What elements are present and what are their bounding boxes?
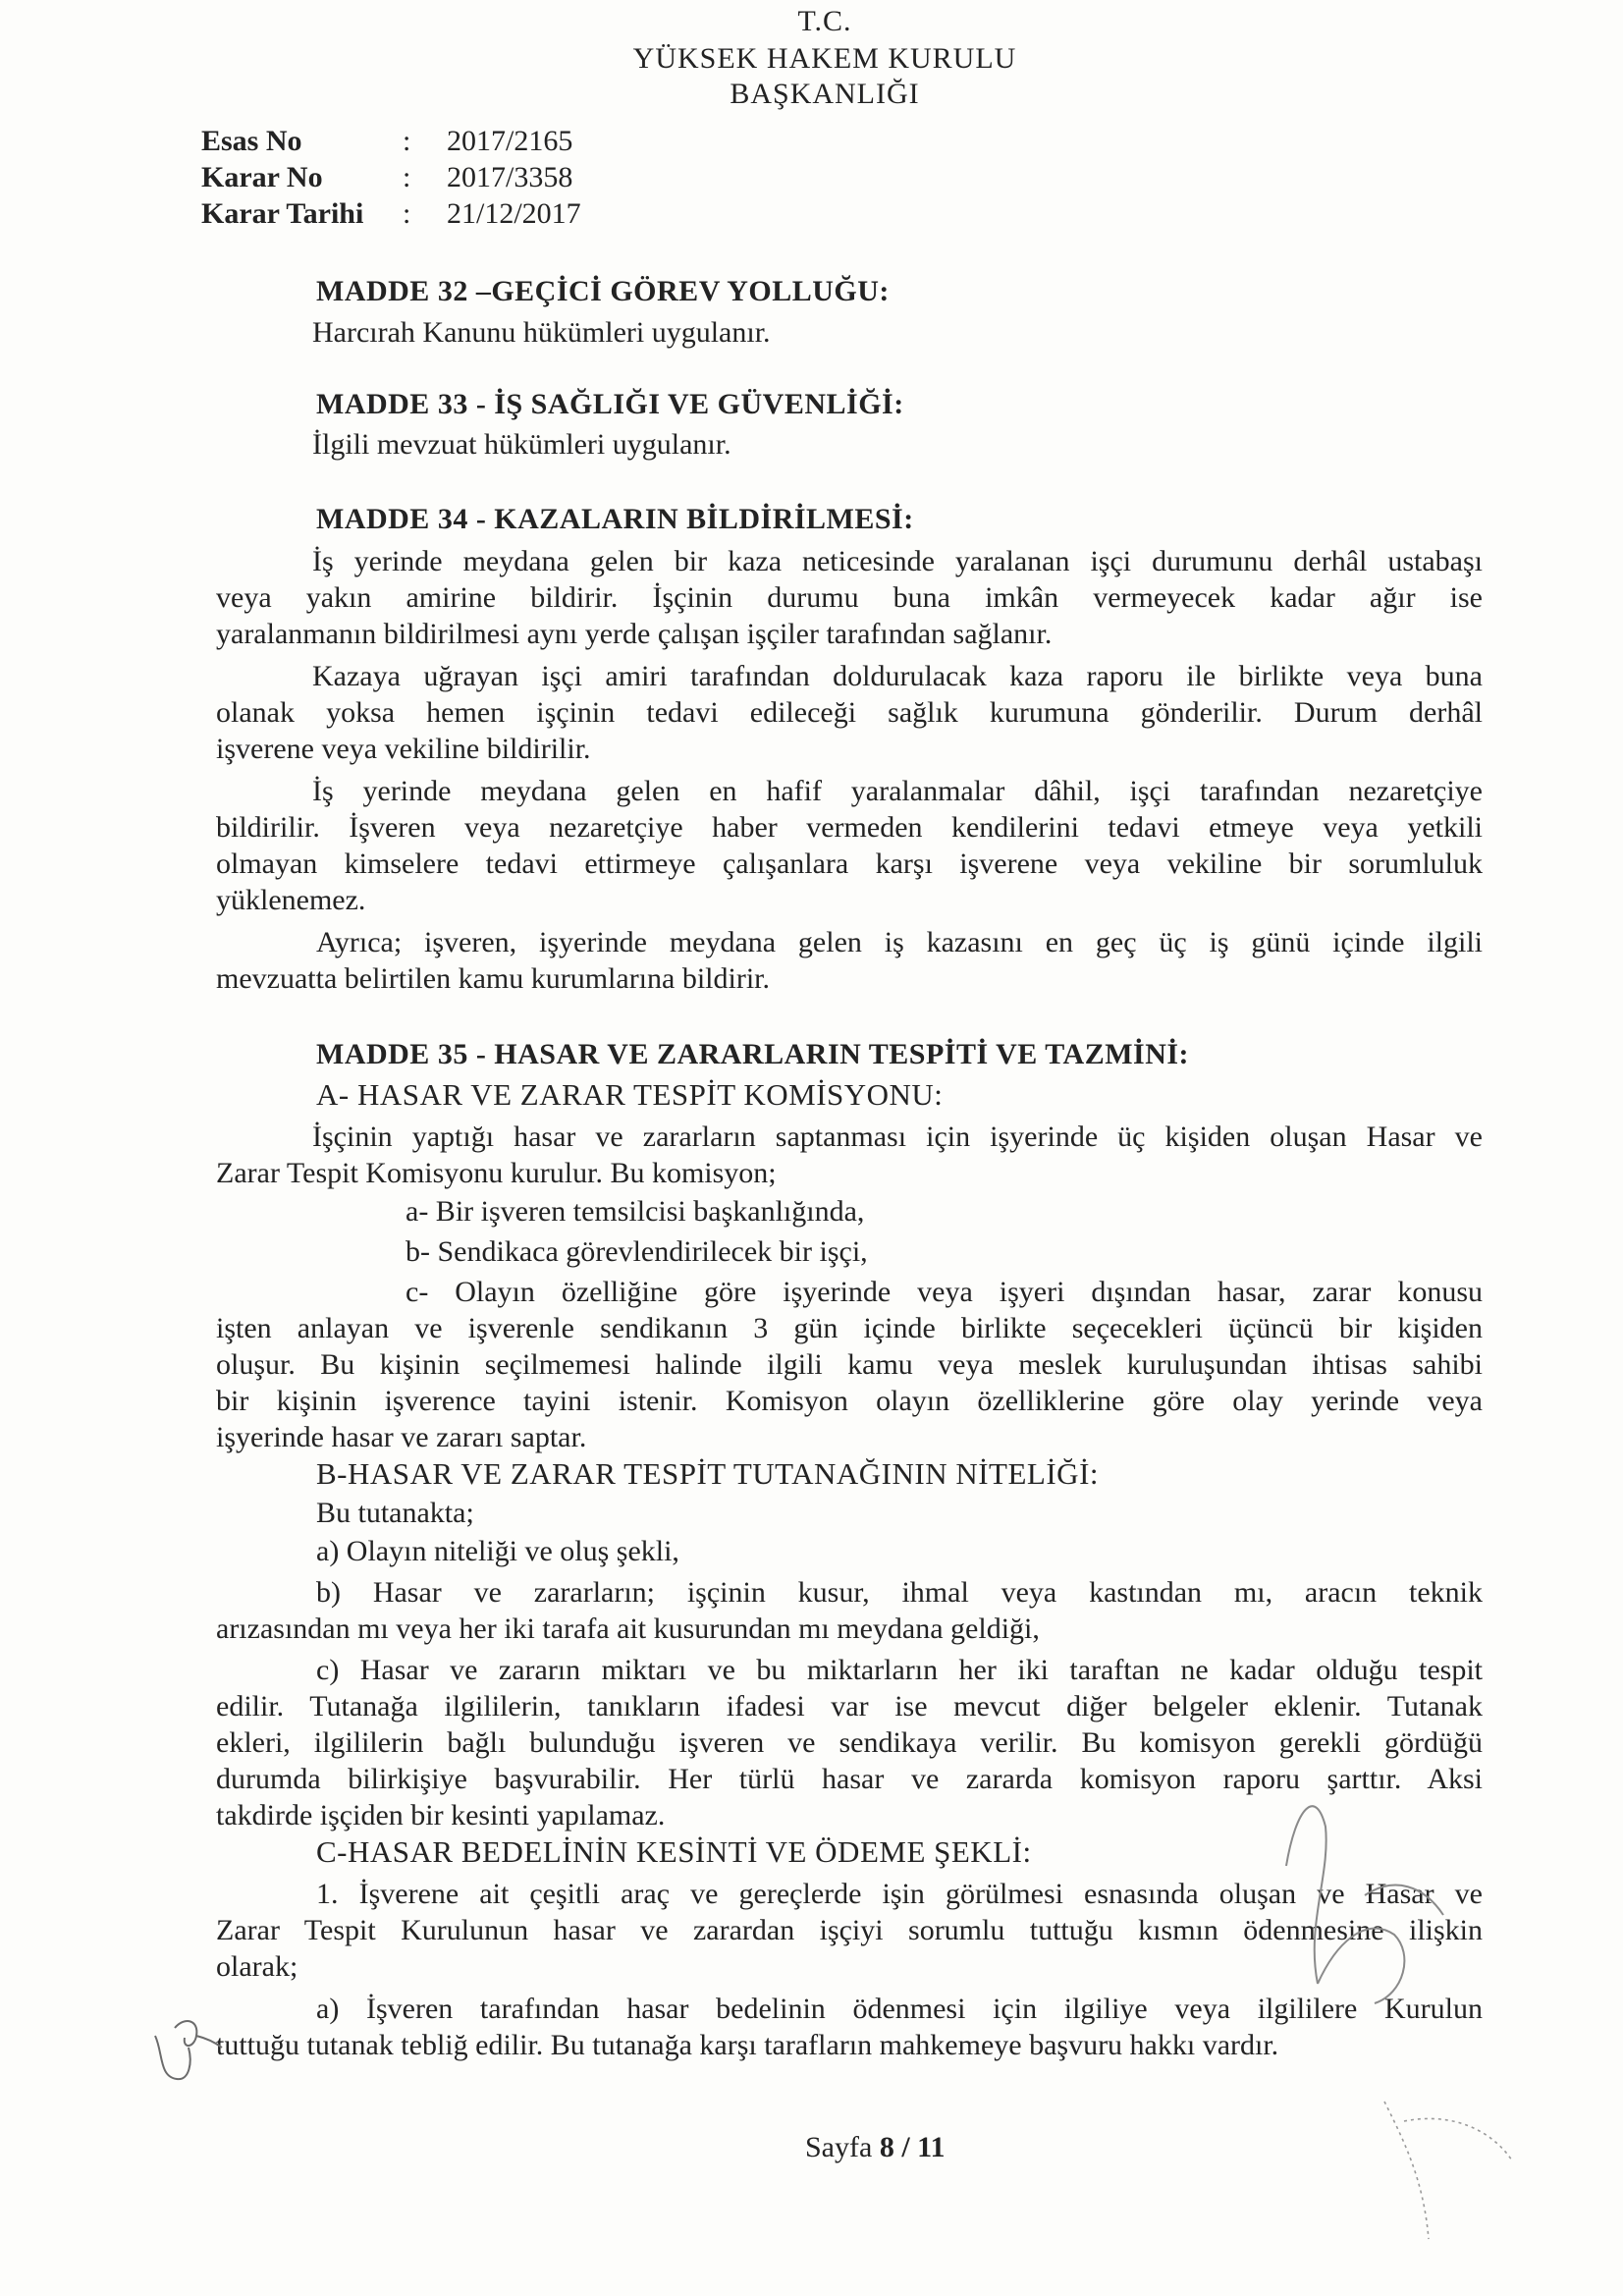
paragraph-line: a) Olayın niteliği ve oluş şekli, xyxy=(316,1535,679,1567)
paragraph-line: Zarar Tespit Kurulunun hasar ve zarardan işçiyi sorumlu tuttuğu kısmın ödenmesine ilişkin xyxy=(216,1914,1483,1946)
paragraph-line: olmayan kimselere tedavi ettirmeye çalışanlara karşı işverene veya vekiline bir sorumluluk xyxy=(216,847,1483,880)
paragraph-line: veya yakın amirine bildirir. İşçinin durumu buna imkân vermeyecek kadar ağır ise xyxy=(216,581,1483,614)
handwritten-initial-mark xyxy=(145,2008,234,2097)
paragraph-line: b- Sendikaca görevlendirilecek bir işçi, xyxy=(406,1235,868,1268)
paragraph-line: İşçinin yaptığı hasar ve zararların saptanması için işyerinde üç kişiden oluşan Hasar ve xyxy=(312,1121,1483,1153)
paragraph-line: yüklenemez. xyxy=(216,884,366,916)
madde-32-title: MADDE 32 –GEÇİCİ GÖREV YOLLUĞU: xyxy=(316,275,890,307)
madde-34-title: MADDE 34 - KAZALARIN BİLDİRİLMESİ: xyxy=(316,503,914,535)
colon: : xyxy=(403,125,411,157)
page-number: 8 / 11 xyxy=(879,2131,946,2163)
paragraph-line: işyerinde hasar ve zararı saptar. xyxy=(216,1421,587,1453)
signature-mark xyxy=(1257,1748,1551,2259)
header-institution: YÜKSEK HAKEM KURULU xyxy=(632,42,1017,75)
paragraph-line: bir kişinin işverence tayini istenir. Komisyon olayın özelliklerine göre olay yerinde veya xyxy=(216,1385,1483,1417)
paragraph-line: mevzuatta belirtilen kamu kurumlarına bildirir. xyxy=(216,962,770,995)
paragraph-line: işverene veya vekiline bildirilir. xyxy=(216,733,591,765)
paragraph-line: edilir. Tutanağa ilgililerin, tanıkların ifadesi var ise mevcut diğer belgeler eklenir. Tutanak xyxy=(216,1690,1483,1722)
esas-label: Esas No xyxy=(201,125,302,157)
tarih-label: Karar Tarihi xyxy=(201,197,364,230)
colon: : xyxy=(403,197,411,230)
paragraph-line: a- Bir işveren temsilcisi başkanlığında, xyxy=(406,1195,865,1228)
section-b-title: B-HASAR VE ZARAR TESPİT TUTANAĞININ NİTELİĞİ: xyxy=(316,1456,1100,1491)
paragraph-line: b) Hasar ve zararların; işçinin kusur, ihmal veya kastından mı, aracın teknik xyxy=(316,1576,1483,1609)
meta-karar xyxy=(201,159,572,196)
header-tc: T.C. xyxy=(797,5,852,37)
karar-label: Karar No xyxy=(201,161,323,193)
paragraph-line: ekleri, ilgililerin bağlı bulunduğu işveren ve sendikaya verilir. Bu komisyon gerekli gördüğü xyxy=(216,1726,1483,1759)
paragraph-line: yaralanmanın bildirilmesi aynı yerde çalışan işçiler tarafından sağlanır. xyxy=(216,618,1053,650)
paragraph-line: olarak; xyxy=(216,1950,298,1983)
esas-value: 2017/2165 xyxy=(447,125,573,157)
paragraph-line: Bu tutanakta; xyxy=(316,1497,474,1529)
paragraph-line: oluşur. Bu kişinin seçilmemesi halinde ilgili kamu veya meslek kuruluşundan ihtisas sahibi xyxy=(216,1348,1483,1381)
page-label: Sayfa xyxy=(805,2131,873,2163)
meta-esas xyxy=(201,123,572,160)
section-c-title: C-HASAR BEDELİNİN KESİNTİ VE ÖDEME ŞEKLİ: xyxy=(316,1834,1032,1869)
paragraph-line: İş yerinde meydana gelen en hafif yaralanmalar dâhil, işçi tarafından nezaretçiye xyxy=(312,775,1483,807)
paragraph-line: takdirde işçiden bir kesinti yapılamaz. xyxy=(216,1799,666,1831)
paragraph-line: tuttuğu tutanak tebliğ edilir. Bu tutanağa karşı tarafların mahkemeye başvuru hakkı vardır. xyxy=(216,2029,1279,2061)
paragraph-line: 1. İşverene ait çeşitli araç ve gereçlerde işin görülmesi esnasında oluşan ve Hasar ve xyxy=(316,1878,1483,1910)
madde-32-text: Harcırah Kanunu hükümleri uygulanır. xyxy=(312,316,771,349)
paragraph-line: Zarar Tespit Komisyonu kurulur. Bu komisyon; xyxy=(216,1157,777,1189)
madde-35-title: MADDE 35 - HASAR VE ZARARLARIN TESPİTİ VE TAZMİNİ: xyxy=(316,1038,1190,1070)
paragraph-line: olanak yoksa hemen işçinin tedavi edileceği sağlık kurumuna gönderilir. Durum derhâl xyxy=(216,696,1483,729)
paragraph-line: bildirilir. İşveren veya nezaretçiye haber vermeden kendilerini tedavi etmeye veya yetkili xyxy=(216,811,1483,844)
header-presidency: BAŞKANLIĞI xyxy=(730,78,920,110)
paragraph-line: durumda bilirkişiye başvurabilir. Her türlü hasar ve zararda komisyon raporu şarttır. Aksi xyxy=(216,1763,1483,1795)
madde-33-title: MADDE 33 - İŞ SAĞLIĞI VE GÜVENLİĞİ: xyxy=(316,388,904,420)
paragraph-line: İş yerinde meydana gelen bir kaza neticesinde yaralanan işçi durumunu derhâl ustabaşı xyxy=(312,545,1483,577)
karar-value: 2017/3358 xyxy=(447,161,573,193)
madde-33-text: İlgili mevzuat hükümleri uygulanır. xyxy=(312,428,731,461)
paragraph-line: c) Hasar ve zararın miktarı ve bu miktarların her iki taraftan ne kadar olduğu tespit xyxy=(316,1654,1483,1686)
paragraph-line: işten anlayan ve işverenle sendikanın 3 gün içinde birlikte seçecekleri üçüncü bir kişiden xyxy=(216,1312,1483,1344)
paragraph-line: c- Olayın özelliğine göre işyerinde veya işyeri dışından hasar, zarar konusu xyxy=(406,1276,1483,1308)
section-a-title: A- HASAR VE ZARAR TESPİT KOMİSYONU: xyxy=(316,1077,944,1112)
paragraph-line: arızasından mı veya her iki tarafa ait kusurundan mı meydana geldiği, xyxy=(216,1613,1040,1645)
page-footer xyxy=(805,2131,946,2164)
meta-tarih xyxy=(201,195,581,233)
paragraph-line: a) İşveren tarafından hasar bedelinin ödenmesi için ilgiliye veya ilgililere Kurulun xyxy=(316,1993,1483,2025)
paragraph-line: Ayrıca; işveren, işyerinde meydana gelen iş kazasını en geç üç iş günü içinde ilgili xyxy=(316,926,1483,958)
paragraph-line: Kazaya uğrayan işçi amiri tarafından doldurulacak kaza raporu ile birlikte veya buna xyxy=(312,660,1483,692)
tarih-value: 21/12/2017 xyxy=(447,197,581,230)
colon: : xyxy=(403,161,411,193)
